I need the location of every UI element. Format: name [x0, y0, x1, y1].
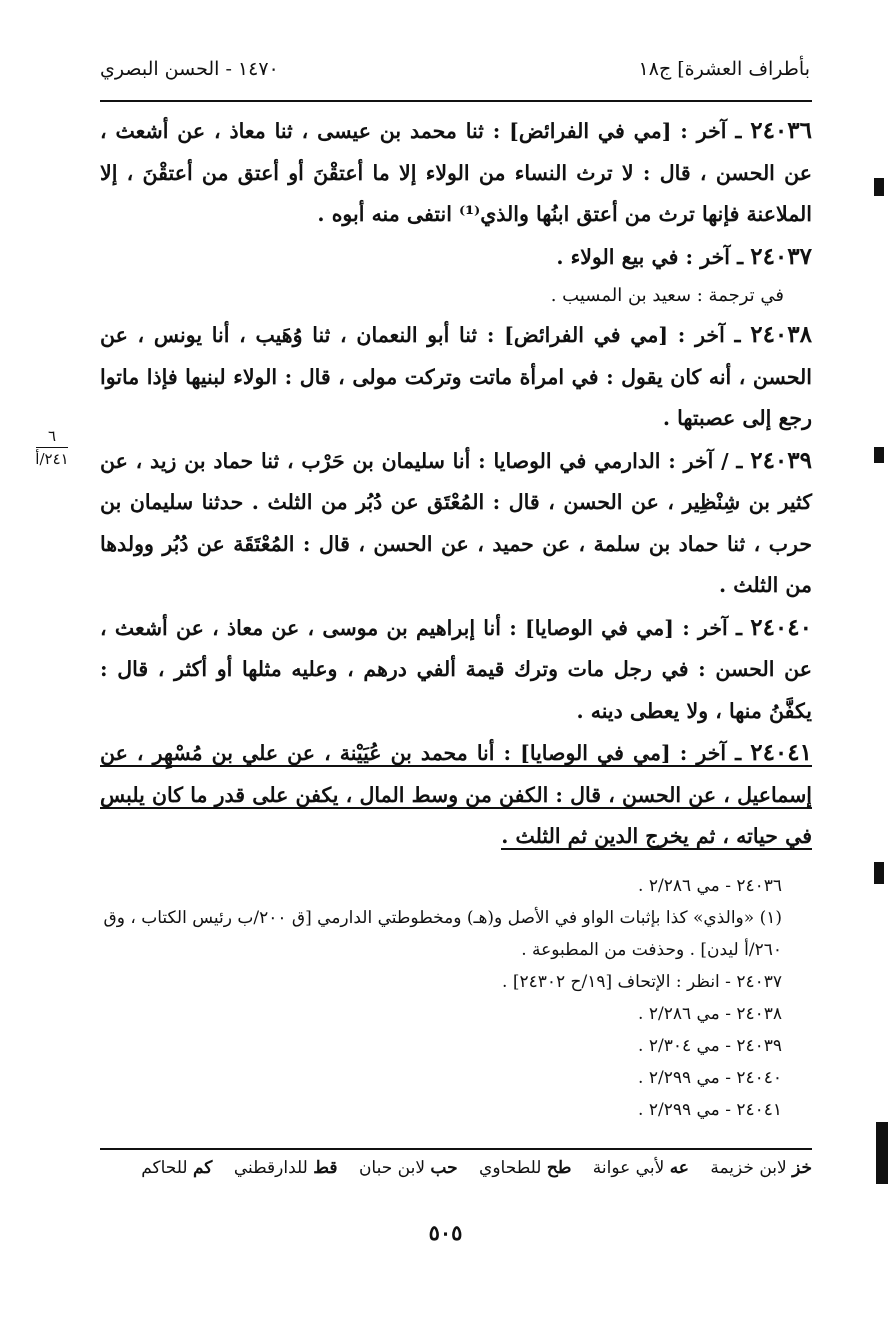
main-text [100, 110, 812, 858]
entry-24038 [100, 314, 812, 440]
footnote-line: ٢٤٠٣٨ - مي ٢/٢٨٦ . [638, 1004, 782, 1024]
entry-text: ـ آخر : [مي في الفرائض] : ثنا أبو النعمان ، ثنا وُهَيب ، أنا يونس ، عن الحسن ، أنه كان يقول : في امرأة ماتت وتركت مولى ، قال : الولاء لبنيها فإذا ماتوا رجع إلى عصبتها . [100, 323, 812, 430]
edge-marker [874, 178, 884, 196]
sigla-item: عه لأبي عوانة [592, 1158, 689, 1178]
entry-number: ٢٤٠٣٩ [750, 446, 812, 474]
entry-24036 [100, 110, 812, 236]
entry-number: ٢٤٠٤١ [750, 739, 812, 766]
footnotes [100, 870, 812, 1126]
footer-rule [100, 1148, 812, 1150]
entry-text: ـ آخر : في بيع الولاء . [556, 244, 751, 269]
edge-marker [874, 862, 884, 884]
entry-24040 [100, 607, 812, 733]
entry-number: ٢٤٠٤٠ [750, 613, 812, 641]
sigla-legend [96, 1158, 812, 1178]
entry-text: ـ آخر : [مي في الوصايا] : أنا محمد بن عُيَيْنة ، عن علي بن مُسْهِر ، عن إسماعيل ، عن الحسن ، قال : الكفن من وسط المال ، يكفن على قدر ما كان يلبس في حياته ، ثم يخرج الدين ثم الثلث . [100, 741, 812, 848]
entry-number: ٢٤٠٣٧ [750, 242, 812, 270]
entry-number: ٢٤٠٣٦ [750, 117, 812, 144]
footnote-line: ٢٤٠٤١ - مي ٢/٢٩٩ . [638, 1100, 782, 1120]
footnote-line: (١) «والذي» كذا بإثبات الواو في الأصل و(هـ) ومخطوطتي الدارمي [ق ٢٠٠/ب رئيس الكتاب ، وق ٢٦٠/أ ليدن] . وحذفت من المطبوعة . [103, 908, 782, 960]
margin-note [30, 427, 74, 468]
footnote-line: ٢٤٠٣٦ - مي ٢/٢٨٦ . [638, 876, 782, 896]
sigla-item: طح للطحاوي [479, 1158, 572, 1178]
margin-note-bottom: ٢٤١/أ [35, 450, 69, 468]
header-section-title: ١٤٧٠ - الحسن البصري [100, 58, 279, 80]
entry-underlined [100, 741, 812, 850]
entry-24039 [100, 440, 812, 607]
footnote-line: ٢٤٠٣٩ - مي ٢/٣٠٤ . [638, 1036, 782, 1056]
footnote-line: ٢٤٠٣٧ - انظر : الإتحاف [١٩/ح ٢٤٣٠٢] . [502, 972, 782, 992]
entry-text: ـ آخر : [مي في الوصايا] : أنا إبراهيم بن موسى ، عن معاذ ، عن أشعث ، عن الحسن : في رجل مات وترك قيمة ألفي درهم ، وعليه مثلها أو أكثر ، قال : يكفَّنُ منها ، ولا يعطى دينه . [100, 615, 812, 723]
sigla-item: قط للدارقطني [233, 1158, 338, 1178]
running-header [100, 58, 810, 92]
margin-note-divider [36, 447, 68, 448]
header-book-title: بأطراف العشرة] ج١٨ [638, 58, 810, 80]
entry-number: ٢٤٠٣٨ [750, 321, 812, 348]
margin-note-top: ٦ [47, 427, 57, 445]
entry-24037 [100, 236, 812, 279]
entry-text: ـ / آخر : الدارمي في الوصايا : أنا سليمان بن حَرْب ، ثنا حماد بن زيد ، عن كثير بن شِنْظِير ، عن الحسن ، قال : المُعْتَق عن دُبُر من الثلث . حدثنا سليمان بن حرب ، ثنا حماد بن سلمة ، عن حميد ، عن الحسن ، قال : المُعْتَقَة عن دُبُر وولدها من الثلث . [100, 448, 812, 597]
header-rule [100, 100, 812, 102]
entry-sub-note: في ترجمة : سعيد بن المسيب . [550, 285, 784, 306]
edge-marker [876, 1122, 888, 1184]
sigla-item: كم للحاكم [141, 1158, 213, 1178]
sigla-item: حب لابن حبان [358, 1158, 458, 1178]
page-number: ٥٠٥ [428, 1220, 463, 1245]
entry-text: ـ آخر : [مي في الفرائض] : ثنا محمد بن عيسى ، ثنا معاذ ، عن أشعث ، عن الحسن ، قال : لا ترث النساء من الولاء إلا ما أعتقْنَ أو أعتق من أعتقْنَ ، إلا الملاعنة فإنها ترث من أعتق ابنُها والذي⁽¹⁾ انتفى منه أبوه . [100, 119, 812, 226]
sigla-item: خز لابن خزيمة [710, 1158, 812, 1178]
entry-24041 [100, 732, 812, 858]
footnote-line: ٢٤٠٤٠ - مي ٢/٢٩٩ . [638, 1068, 782, 1088]
edge-marker [874, 447, 884, 463]
